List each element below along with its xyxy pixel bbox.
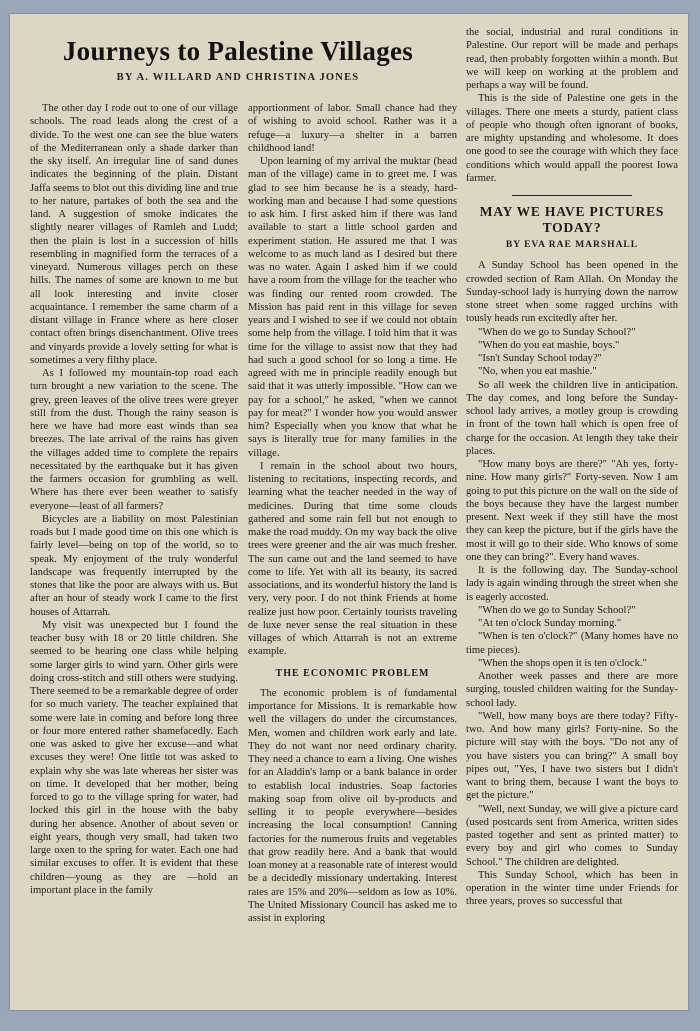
article-2-title: MAY WE HAVE PICTURES TODAY? [479, 204, 665, 235]
paragraph: So all week the children live in anticipation. The day comes, and long before the Sunday-school lady arrives, a motley group is crowding in front of the town hall which is open free of charge for the occasion. At length they take their places. [466, 379, 678, 457]
paragraph: Bicycles are a liability on most Palestinian roads but I made good time on this one which is fairly level—being on top of the world, so to speak. My enjoyment of the truly wonderful landscape was frequently interrupted by the stones that like the poor are always with us. But after an hour of steady work I came to the first houses of Attarrah. [30, 513, 238, 618]
paragraph: This is the side of Palestine one gets in the villages. There one meets a sturdy, patient class of people who though often ignorant of books, are mighty upstanding and wholesome. It does one good to see the courage with which they face conditions which would appall the poorest Iowa farmer. [466, 93, 678, 184]
column-3 [466, 26, 678, 909]
paragraph: The other day I rode out to one of our village schools. The road leads along the crest of a divide. To the west one can see the blue waters of the Mediterranean only a shade darker than the sky itself. An irregular line of sand dunes indicates the beginning of the plain. Distant Jaffa seems to blot out this dividing line and true to her nature, partakes of both the sea and the land. A suggestion of smoke indicates the slightly nearer villages of Ramleh and Ludd; then the plain is lost in a succession of hills resembling in magnified form the terraces of a vineyard. Numerous villages perch on these hills. The names of some are known to me but all look interesting and invite closer acquaintance. I remember the same charm of a distant village in France where as here closer contact often brings disenchantment. Olive trees and vinyards provide a lovely setting for what is sometimes a very filthy place. [30, 103, 238, 366]
article-byline: BY A. WILLARD AND CHRISTINA JONES [116, 72, 360, 83]
paragraph: Upon learning of my arrival the muktar (head man of the village) came in to greet me. I was glad to see him because he is a steady, hard-working man and because I had some questions to ask him. I first asked him if there was land available to start a little school garden and experiment station. He assured me that I was welcome to as much land as I desired but there was no water. Again I asked him if we could have a room from the village for the teacher who was finding our rented room crowded. The Mission has paid rent in this village for seven years and I wished to see if we could not obtain some help from the village. I told him that it was time for the village to assist now that they had had such a good school for so long a time. He agreed with me in principle readily enough but said that it was utterly impossible. "How can we pay for a school," he asked, "when we cannot pay for meat?" I wonder how you would answer him? Especially when you know that what he says is literally true for many families in the village. [248, 156, 457, 459]
paragraph: "Well, next Sunday, we will give a picture card (used postcards sent from America, written sides pasted together and sent as printed matter) to every boy and girl who comes to Sunday School." The children are delighted. [466, 803, 678, 868]
dialogue-line: "When is ten o'clock?" (Many homes have no time pieces). [466, 631, 678, 656]
paragraph: the social, industrial and rural conditions in Palestine. Our report will be made and perhaps read, then probably forgotten within a month. But we will keep on working at the problem and perhaps a way will be found. [466, 27, 678, 91]
paragraph: "Well, how many boys are there today? Fifty-two. And how many girls? Forty-nine. So the picture will stay with the boys. "Do not any of you have sisters you can bring?" A small boy pipes out, "Yes, I have two sisters but I didn't want to bring them, because I want the boys to get the picture." [466, 710, 678, 802]
paragraph: This Sunday School, which has been in operation in the winter time under Friends for three years, proves so successful that [466, 869, 678, 908]
paragraph: As I followed my mountain-top road each turn brought a new variation to the scene. The grey, green leaves of the olive trees were greyer still from the dust. Though the rainy season is here we have had more east winds than sea breezes. The late arrival of the rains has given the villages added time to complete the repairs necessitated by the earthquake but it has given the farmers occasion for grumbling as well. Where has there ever been weather to satisfy everyone—least of all farmers? [30, 368, 238, 512]
paragraph: My visit was unexpected but I found the teacher busy with 18 or 20 little children. She seemed to be hearing one class while helping some larger girls to wind yarn. Other girls were doing cross-stitch and still others were studying. There seemed to be a remarkable degree of order for so much variety. The teacher explained that some were late in coming and before long three or four more entered rather shamefacedly. Each one was asked to give her excuse—and what excuses they were! One little tot was asked to explain why she was late whereas her sister was on time. It developed that her mother, being forced to go to the village spring for water, had locked this girl in the house with the baby during her absence. Another of about seven or eight years, though very small, had taken two large oxen to the spring for water. Each one had similar excuses to offer. It is evident that these children—young as they are —hold an important place in the family [30, 619, 238, 896]
section-divider [512, 195, 632, 196]
paragraph: The economic problem is of fundamental importance for Missions. It is remarkable how well the villagers do under the circumstances. Men, women and children work early and late. They do not want nor need ordinary charity. They need a chance to earn a living. One wishes for an Aladdin's lamp or a bank balance in order to establish local industries. Soap factories making soap from olive oil by-products and selling it to people everywhere—besides increasing the local consumption! Canning factories for the numerous fruits and vegetables that grow readily here. And a bank that would loan money at a reasonable rate of interest would be a decidedly missionary undertaking. Interest rates are 15% and 20%—seldom as low as 10%. The United Missionary Council has asked me to assist in exploring [248, 687, 457, 924]
section-heading: THE ECONOMIC PROBLEM [275, 667, 430, 679]
article-title: Journeys to Palestine Villages [62, 36, 414, 66]
dialogue-line: "Isn't Sunday School today?" [478, 353, 602, 364]
paragraph: "How many boys are there?" "Ah yes, forty-nine. How many girls?" Forty-seven. Now I am going to put this picture on the wall on the side of the boys because they have the largest number present. Next week if they still have the most they can keep the picture, but if the girls have the most it will go to their side. Who knows of some one they can bring?". Every hand waves. [466, 459, 678, 563]
column-1 [30, 102, 238, 897]
dialogue-line: "When do we go to Sunday School?" [478, 326, 636, 338]
dialogue-line: "At ten o'clock Sunday morning." [478, 618, 622, 629]
newspaper-page [10, 14, 688, 1010]
dialogue-line: "When do we go to Sunday School?" [478, 604, 636, 616]
dialogue-line: "When do you eat mashie, boys." [478, 339, 620, 351]
paragraph: Another week passes and there are more surging, tousled children waiting for the Sunday-school lady. [466, 671, 678, 709]
column-2 [248, 102, 457, 925]
paragraph: It is the following day. The Sunday-school lady is again winding through the street when she is eagerly accosted. [466, 565, 678, 603]
paragraph: A Sunday School has been opened in the crowded section of Ram Allah. On Monday the Sunday-school lady is hurrying down the narrow stone street when some ragged urchins with tously heads run excitedly after her. [466, 260, 678, 325]
paragraph: apportionment of labor. Small chance had they of wishing to avoid school. Rather was it a refuge—a luxury—a shelter in a barren childhood land! [248, 103, 457, 154]
article-2-byline: BY EVA RAE MARSHALL [505, 240, 639, 250]
paragraph: I remain in the school about two hours, listening to recitations, inspecting records, and learning what the teacher needed in the way of medicines. During that time some clouds gathered and some rain fell but not enough to make the road muddy. On my way back the olive trees were greener and the air was much fresher. The sun came out and the land seemed to have come to life. Yet with all its beauty, its sacred associations, and its wonderful history the land is very, very poor. I do not think Friends at home realize just how poor. Certainly tourists traveling de luxe never sense the real situation in these villages of which Attarrah is not an extreme example. [248, 460, 457, 658]
dialogue-line: "When the shops open it is ten o'clock." [478, 657, 647, 669]
dialogue-line: "No, when you eat mashie." [478, 366, 597, 378]
